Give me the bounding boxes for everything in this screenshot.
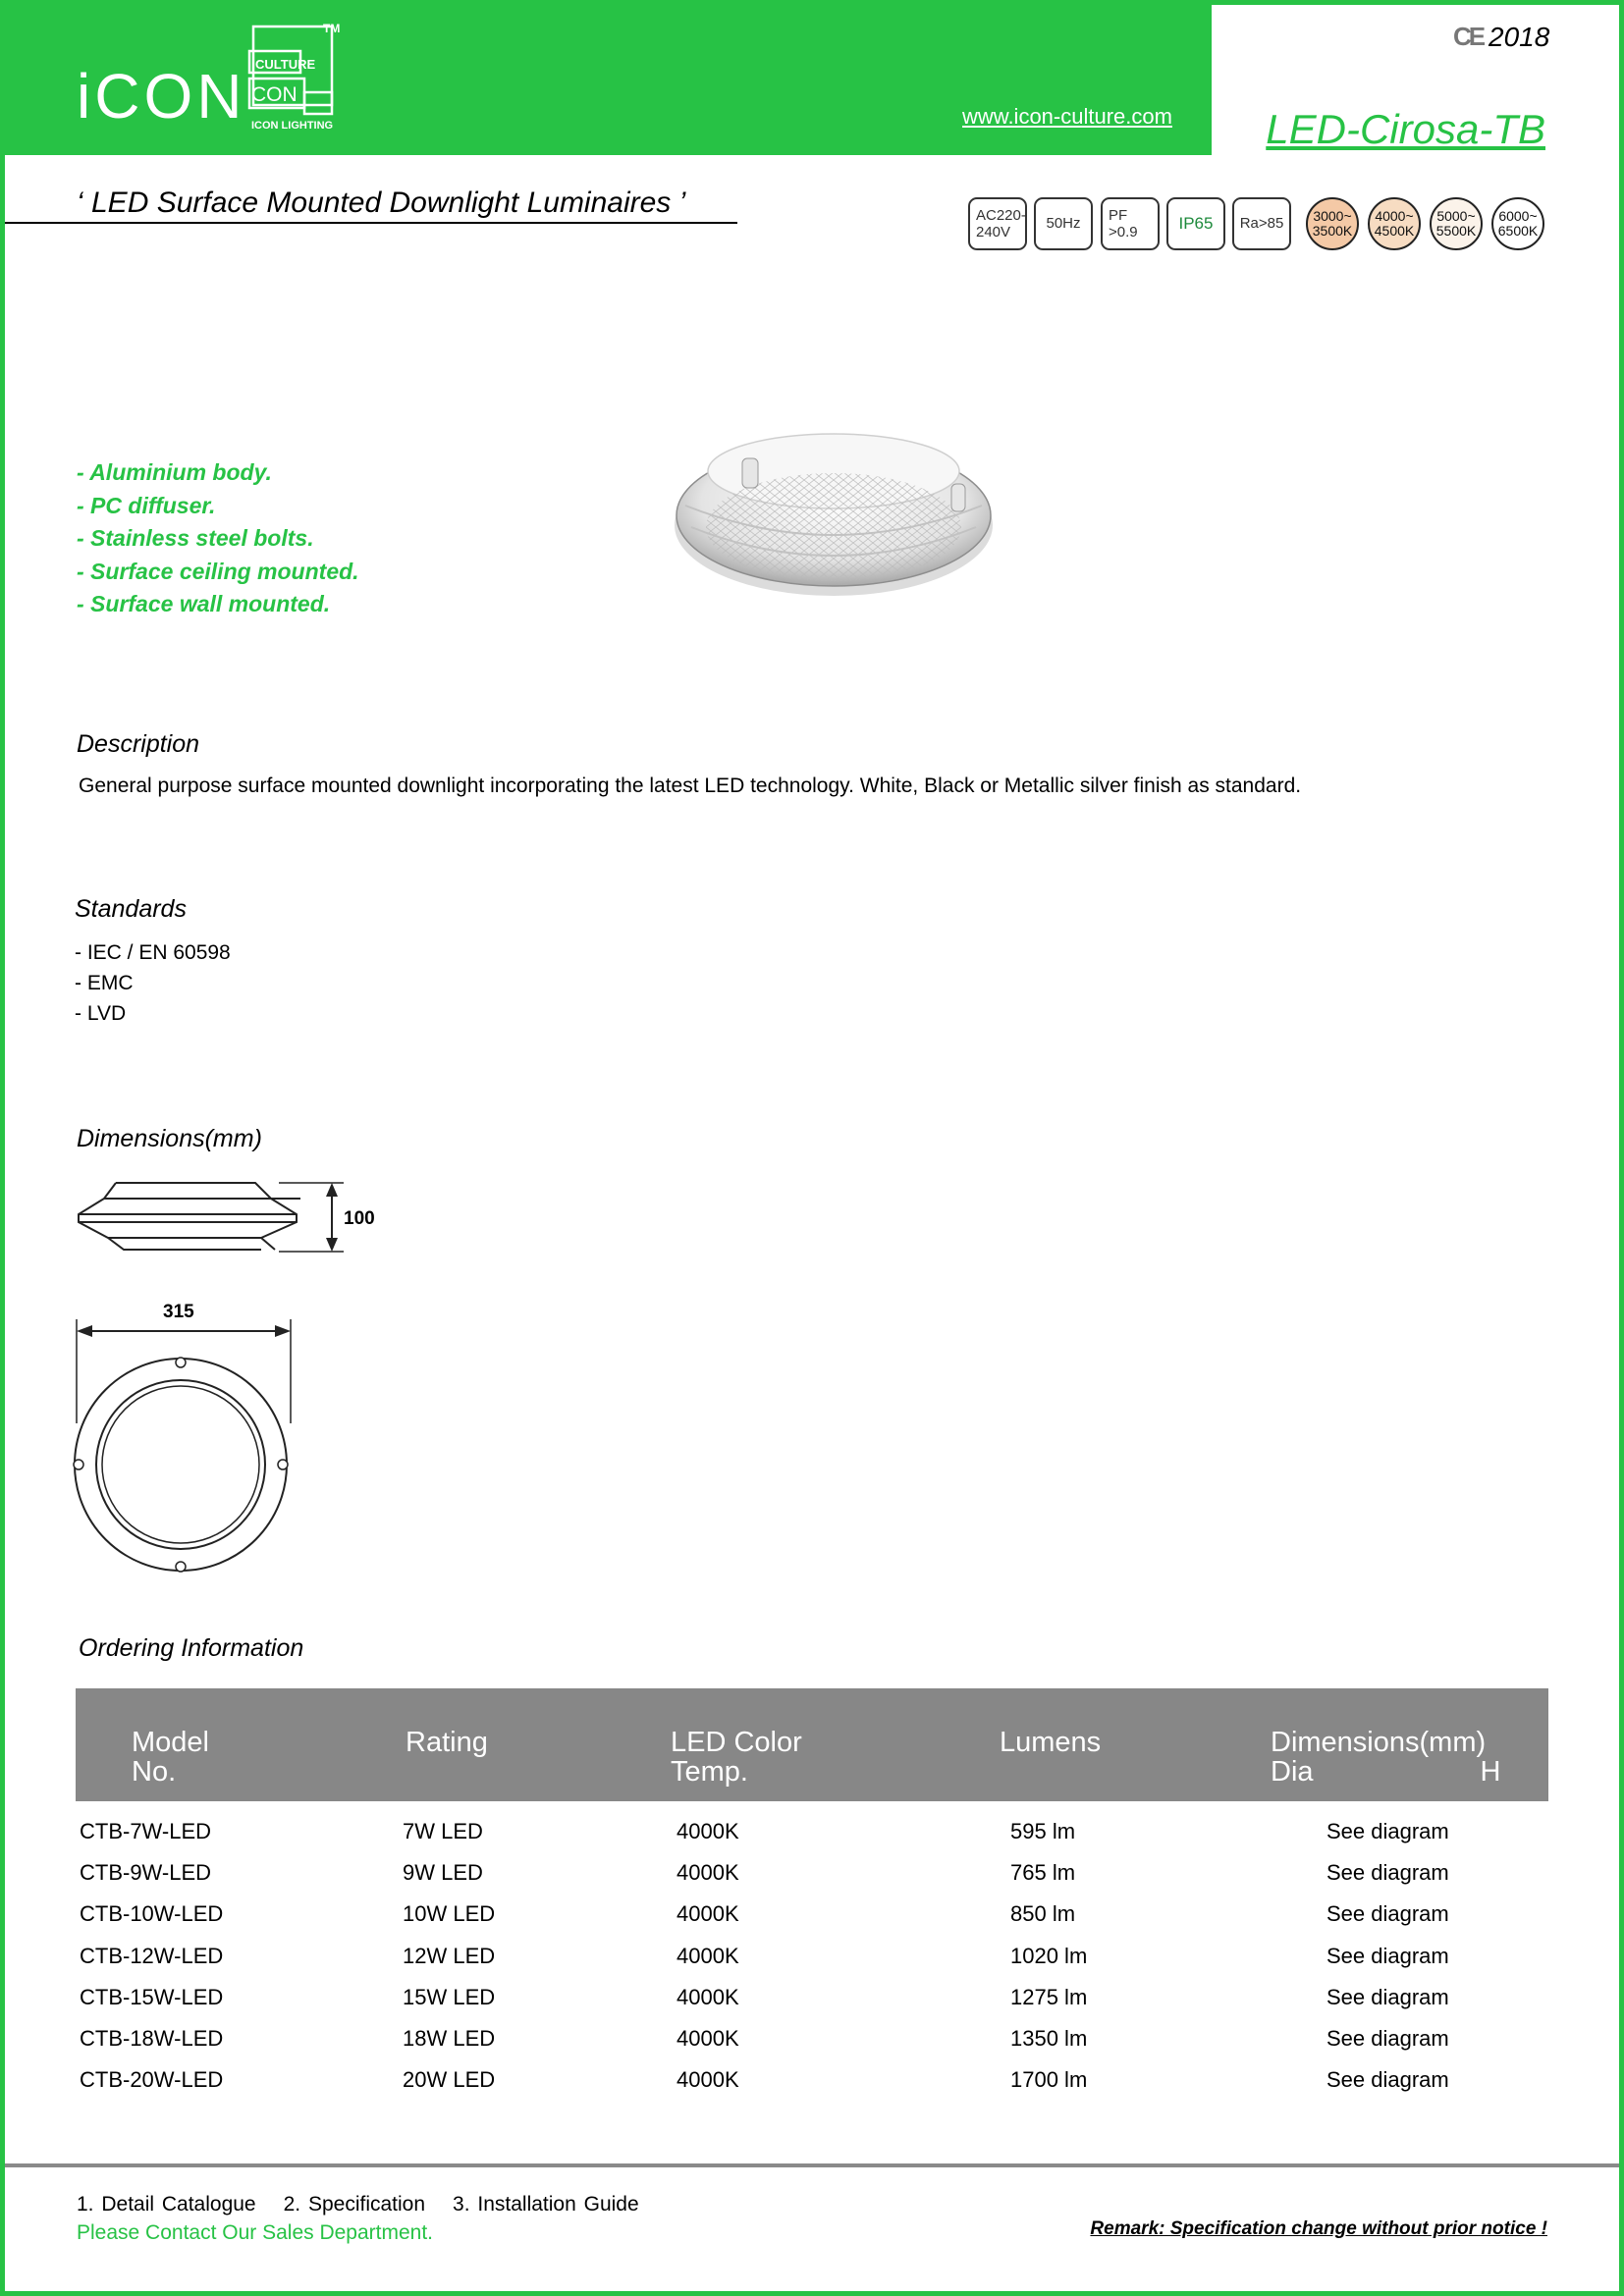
cell-rating: 7W LED: [403, 1819, 483, 1843]
cell-model: CTB-10W-LED: [80, 1901, 224, 1926]
header-model-line: Model: [132, 1727, 209, 1758]
table-row: [0, 1819, 1624, 1860]
badge-line: 6000~: [1498, 207, 1538, 224]
header-rating: Rating: [406, 1727, 488, 1758]
table-row: [0, 2067, 1624, 2109]
side-view-diagram: [69, 1173, 393, 1261]
cell-dims: See diagram: [1326, 1944, 1449, 1968]
standards-list: [75, 937, 231, 1029]
cell-lumens: 1350 lm: [1010, 2026, 1088, 2051]
feature-item: - PC diffuser.: [77, 492, 216, 518]
top-view-diagram: [69, 1296, 304, 1580]
description-title: Description: [77, 730, 200, 758]
cell-temp: 4000K: [677, 2026, 739, 2051]
cell-rating: 15W LED: [403, 1985, 496, 2009]
standard-item: - IEC / EN 60598: [75, 941, 231, 964]
cell-model: CTB-7W-LED: [80, 1819, 212, 1843]
cell-temp: 4000K: [677, 1819, 739, 1843]
height-dimension-label: 100: [344, 1208, 375, 1229]
cell-dims: See diagram: [1326, 1860, 1449, 1885]
cell-model: CTB-18W-LED: [80, 2026, 224, 2051]
standards-title: Standards: [75, 895, 187, 923]
badge-line: 5500K: [1435, 223, 1477, 239]
header-color-line: Temp.: [671, 1756, 748, 1788]
diameter-dimension-label: 315: [163, 1302, 194, 1322]
badge-line: 4000~: [1375, 207, 1414, 224]
cri-badge: [1232, 197, 1291, 250]
ip-rating-badge: [1166, 197, 1225, 250]
cell-lumens: 1020 lm: [1010, 1944, 1088, 1968]
logo-text: iCON: [77, 61, 246, 132]
cell-dims: See diagram: [1326, 1901, 1449, 1926]
product-subtitle: ‘ LED Surface Mounted Downlight Luminaires ’: [77, 187, 686, 219]
feature-list: [77, 456, 359, 621]
footer-divider: [5, 2163, 1619, 2167]
header-lumens: Lumens: [1000, 1727, 1102, 1758]
cell-temp: 4000K: [677, 1944, 739, 1968]
badge-line: 240V: [976, 224, 1011, 240]
table-row: [0, 1944, 1624, 1985]
cell-model: CTB-12W-LED: [80, 1944, 224, 1968]
cell-lumens: 850 lm: [1010, 1901, 1076, 1926]
footer-link-specification[interactable]: 2. Specification: [283, 2193, 426, 2216]
footer-link-detail-catalogue[interactable]: 1. Detail Catalogue: [77, 2193, 256, 2216]
feature-item: - Surface wall mounted.: [77, 591, 331, 616]
cell-temp: 4000K: [677, 1985, 739, 2009]
table-row: [0, 1901, 1624, 1943]
footer-link-installation-guide[interactable]: 3. Installation Guide: [453, 2193, 639, 2216]
cell-dims: See diagram: [1326, 1819, 1449, 1843]
cell-temp: 4000K: [677, 2067, 739, 2092]
logo-culture-text: CULTURE: [255, 57, 316, 72]
badge-line: 6500K: [1497, 223, 1539, 239]
badge-line: Ra>85: [1239, 215, 1284, 233]
header-model-line: No.: [132, 1756, 177, 1788]
cell-rating: 9W LED: [403, 1860, 483, 1885]
catalogue-year: 2018: [1489, 22, 1550, 52]
voltage-badge: [968, 197, 1027, 250]
table-row: [0, 1860, 1624, 1901]
cell-rating: 18W LED: [403, 2026, 496, 2051]
badge-line: 50Hz: [1046, 215, 1081, 233]
ordering-title: Ordering Information: [79, 1634, 304, 1662]
cell-model: CTB-20W-LED: [80, 2067, 224, 2092]
table-row: [0, 2026, 1624, 2067]
badge-line: 3500K: [1312, 223, 1353, 239]
cell-lumens: 1700 lm: [1010, 2067, 1088, 2092]
header-dims-line: [1271, 1757, 1500, 1787]
badge-line: 5000~: [1436, 207, 1476, 224]
product-image: [672, 417, 996, 604]
cell-model: CTB-9W-LED: [80, 1860, 212, 1885]
cell-lumens: 1275 lm: [1010, 1985, 1088, 2009]
feature-item: - Aluminium body.: [77, 459, 272, 485]
header-dims-dia: Dia: [1271, 1756, 1314, 1788]
header-dimensions: [1271, 1728, 1500, 1787]
model-title: LED-Cirosa-TB: [1266, 106, 1545, 152]
standard-item: - EMC: [75, 972, 134, 994]
website-link[interactable]: www.icon-culture.com: [962, 104, 1172, 129]
frequency-badge: [1034, 197, 1093, 250]
cell-temp: 4000K: [677, 1901, 739, 1926]
badge-line: 4500K: [1374, 223, 1415, 239]
cct-badge-5000k: [1430, 197, 1483, 250]
header-dims-h: H: [1480, 1756, 1501, 1788]
remark-note: Remark: Specification change without prior notice !: [1090, 2218, 1547, 2239]
badge-line: AC220-: [976, 206, 1026, 224]
cell-model: CTB-15W-LED: [80, 1985, 224, 2009]
standard-item: - LVD: [75, 1002, 127, 1025]
ordering-table-header: [76, 1688, 1548, 1801]
subtitle-underline: [5, 222, 737, 224]
cell-dims: See diagram: [1326, 1985, 1449, 2009]
cell-dims: See diagram: [1326, 2026, 1449, 2051]
badge-line: 3000~: [1313, 207, 1352, 224]
header-model: [132, 1728, 209, 1787]
feature-item: - Stainless steel bolts.: [77, 525, 314, 551]
cell-temp: 4000K: [677, 1860, 739, 1885]
cell-lumens: 765 lm: [1010, 1860, 1076, 1885]
cell-dims: See diagram: [1326, 2067, 1449, 2092]
feature-item: - Surface ceiling mounted.: [77, 558, 359, 584]
header-color-line: LED Color: [671, 1727, 802, 1758]
logo-subtext: ICON LIGHTING: [251, 120, 334, 132]
cell-rating: 20W LED: [403, 2067, 496, 2092]
footer-links: [77, 2193, 667, 2216]
header-dims-line: Dimensions(mm): [1271, 1727, 1487, 1758]
description-text: General purpose surface mounted downlight incorporating the latest LED technology. White, Black or Metallic silver finish as standard.: [79, 774, 1302, 797]
header-color-temp: [671, 1728, 802, 1787]
logo-trademark: TM: [323, 22, 341, 35]
cell-lumens: 595 lm: [1010, 1819, 1076, 1843]
power-factor-badge: [1101, 197, 1160, 250]
badge-line: >0.9: [1109, 224, 1138, 240]
logo-con-text: CON: [251, 83, 298, 106]
contact-note: Please Contact Our Sales Department.: [77, 2221, 434, 2244]
dimensions-title: Dimensions(mm): [77, 1125, 262, 1152]
logo-mark-icon: [245, 22, 344, 132]
cct-badge-4000k: [1368, 197, 1421, 250]
cct-badge-3000k: [1306, 197, 1359, 250]
cell-rating: 12W LED: [403, 1944, 496, 1968]
cct-badge-6000k: [1491, 197, 1544, 250]
badge-line: PF: [1109, 206, 1128, 224]
cell-rating: 10W LED: [403, 1901, 496, 1926]
table-row: [0, 1985, 1624, 2026]
badge-line: IP65: [1178, 214, 1214, 234]
ce-mark-icon: CE: [1453, 22, 1484, 51]
